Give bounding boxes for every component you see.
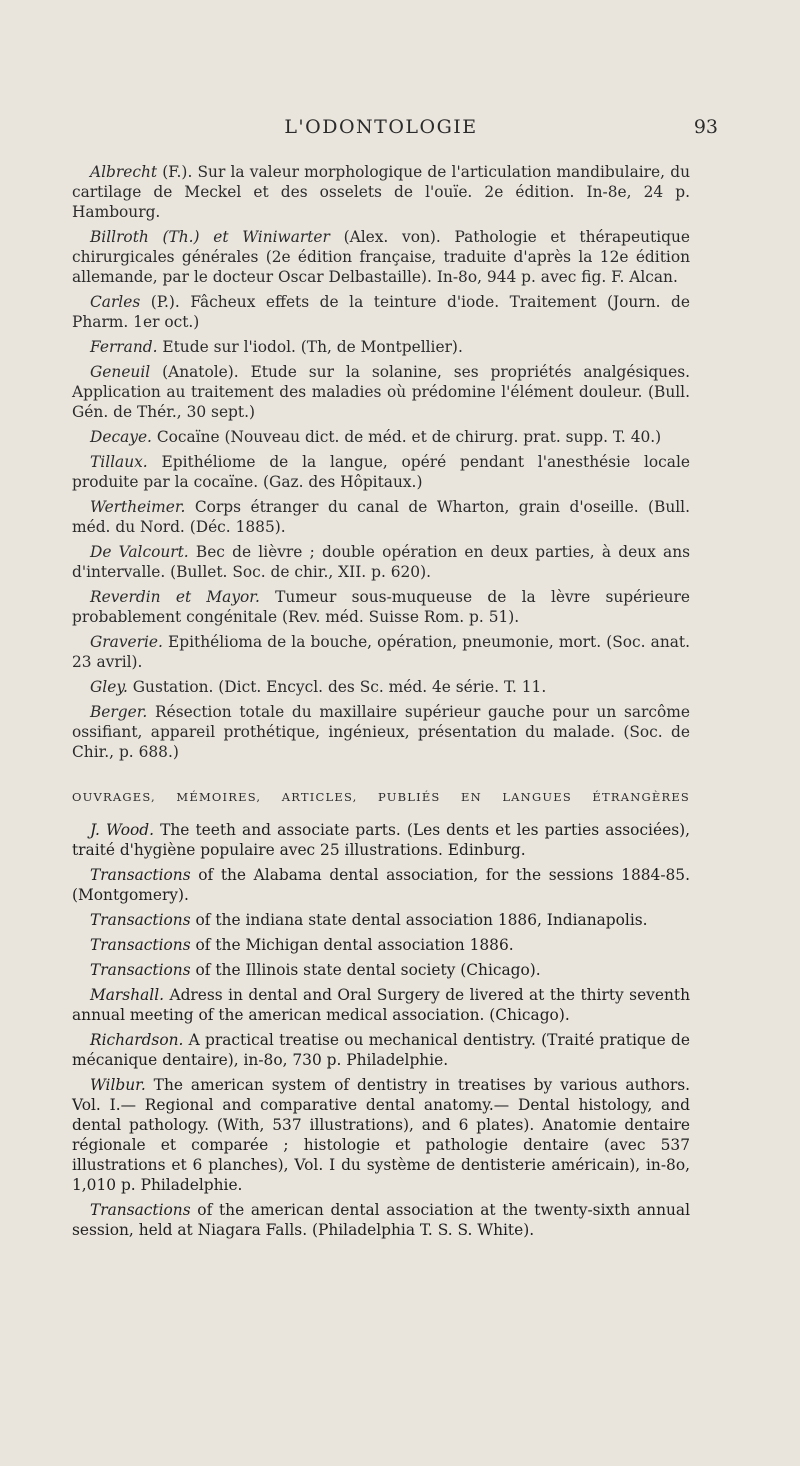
entry-text: Epithélioma de la bouche, opération, pneumonie, mort. (Soc. anat. 23 avril). — [72, 633, 690, 671]
entry-text: Gustation. (Dict. Encycl. des Sc. méd. 4e série. T. 11. — [127, 678, 547, 696]
bibliography-entry — [72, 820, 690, 860]
bibliography-entry — [72, 910, 690, 930]
bibliography-entry — [72, 985, 690, 1025]
entry-author: Transactions — [90, 866, 191, 884]
entry-text: Bec de lièvre ; double opération en deux parties, à deux ans d'intervalle. (Bullet. Soc. de chir., XII. p. 620). — [72, 543, 691, 581]
bibliography-entry — [72, 632, 690, 672]
entry-author: Transactions — [90, 936, 191, 954]
bibliography-entry — [72, 362, 690, 422]
entry-author: Geneuil — [90, 363, 151, 381]
page-header — [72, 116, 718, 156]
entry-text: Adress in dental and Oral Surgery de livered at the thirty seventh annual meeting of the american medical association. (Chicago). — [72, 986, 690, 1024]
entry-text: Etude sur l'iodol. (Th, de Montpellier). — [157, 338, 463, 356]
bibliography-entry — [72, 587, 690, 627]
french-bibliography — [72, 162, 690, 762]
entry-author: Tillaux. — [90, 453, 148, 471]
entry-text: Cocaïne (Nouveau dict. de méd. et de chirurg. prat. supp. T. 40.) — [151, 428, 662, 446]
entry-author: Marshall. — [90, 986, 165, 1004]
bibliography-entry — [72, 960, 690, 980]
bibliography-entry — [72, 162, 690, 222]
entry-text: of the american dental association at the twenty-sixth annual session, held at Niagara Falls. (Philadelphia T. S. S. White). — [72, 1201, 690, 1239]
bibliography-entry — [72, 702, 690, 762]
page-number: 93 — [693, 116, 718, 138]
entry-author: Transactions — [90, 1201, 191, 1219]
entry-author: J. Wood. — [90, 821, 155, 839]
bibliography-entry — [72, 677, 690, 697]
running-title: L'ODONTOLOGIE — [284, 116, 478, 138]
entry-text: of the Michigan dental association 1886. — [190, 936, 514, 954]
entry-text: of the Alabama dental association, for the sessions 1884-85. (Montgomery). — [72, 866, 690, 904]
bibliography-entry — [72, 1075, 690, 1195]
entry-author: Transactions — [90, 961, 191, 979]
bibliography-entry — [72, 227, 690, 287]
section-heading: OUVRAGES, MÉMOIRES, ARTICLES, PUBLIÉS EN LANGUES ÉTRANGÈRES — [72, 790, 690, 804]
bibliography-entry — [72, 1200, 690, 1240]
entry-author: De Valcourt. — [90, 543, 189, 561]
entry-author: Wertheimer. — [90, 498, 186, 516]
entry-text: of the indiana state dental association 1886, Indianapolis. — [190, 911, 648, 929]
entry-text: A practical treatise ou mechanical dentistry. (Traité pratique de mécanique dentaire), in-8o, 730 p. Philadelphie. — [72, 1031, 690, 1069]
entry-author: Wilbur. — [90, 1076, 146, 1094]
foreign-bibliography — [72, 820, 690, 1240]
entry-author: Ferrand. — [90, 338, 158, 356]
bibliography-entry — [72, 1030, 690, 1070]
bibliography-entry — [72, 542, 690, 582]
entry-author: Carles — [90, 293, 141, 311]
entry-author: Billroth (Th.) et Winiwarter — [90, 228, 330, 246]
entry-text: of the Illinois state dental society (Chicago). — [190, 961, 541, 979]
bibliography-entry — [72, 452, 690, 492]
entry-author: Richardson. — [90, 1031, 184, 1049]
bibliography-entry — [72, 337, 690, 357]
entry-author: Gley. — [90, 678, 128, 696]
entry-author: Albrecht — [90, 163, 158, 181]
entry-text: (Anatole). Etude sur la solanine, ses propriétés analgésiques. Application au traitement des maladies où prédomine l'élément douleur. (Bull. Gén. de Thér., 30 sept.) — [72, 363, 690, 421]
bibliography-entry — [72, 427, 690, 447]
entry-author: Decaye. — [90, 428, 152, 446]
entry-text: The american system of dentistry in treatises by various authors. Vol. I.— Regional and comparative dental anatomy.— Dental histology, and dental pathology. (With, 537 illustrations), and 6 plates). Anatomie dentaire régionale et comparée ; histologie et pathologie dentaire (avec 537 illustrations et 6 planches), Vol. I du système de dentisterie américain), in-8o, 1,010 p. Philadelphie. — [72, 1076, 690, 1194]
entry-text: Epithéliome de la langue, opéré pendant l'anesthésie locale produite par la cocaïne. (Gaz. des Hôpitaux.) — [72, 453, 690, 491]
entry-author: Transactions — [90, 911, 191, 929]
entry-text: Résection totale du maxillaire supérieur gauche pour un sarcôme ossifiant, appareil prothétique, ingénieux, présentation du malade. (Soc. de Chir., p. 688.) — [72, 703, 690, 761]
document-page — [0, 116, 800, 1466]
bibliography-entry — [72, 935, 690, 955]
entry-text: Tumeur sous-muqueuse de la lèvre supérieure probablement congénitale (Rev. méd. Suisse Rom. p. 51). — [72, 588, 691, 626]
entry-text: The teeth and associate parts. (Les dents et les parties associées), traité d'hygiène populaire avec 25 illustrations. Edinburg. — [72, 821, 690, 859]
entry-author: Berger. — [90, 703, 148, 721]
bibliography-entry — [72, 292, 690, 332]
entry-text: (F.). Sur la valeur morphologique de l'articulation mandibulaire, du cartilage de Meckel et des osselets de l'ouïe. 2e édition. In-8e, 24 p. Hambourg. — [72, 163, 690, 221]
entry-text: (Alex. von). Pathologie et thérapeutique chirurgicales générales (2e édition française, traduite d'après la 12e édition allemande, par le docteur Oscar Delbastaille). In-8o, 944 p. avec fig. F. Alcan. — [72, 228, 690, 286]
bibliography-entry — [72, 497, 690, 537]
bibliography-entry — [72, 865, 690, 905]
entry-author: Graverie. — [90, 633, 163, 651]
entry-author: Reverdin et Mayor. — [90, 588, 260, 606]
entry-text: (P.). Fâcheux effets de la teinture d'iode. Traitement (Journ. de Pharm. 1er oct.) — [72, 293, 690, 331]
entry-text: Corps étranger du canal de Wharton, grain d'oseille. (Bull. méd. du Nord. (Déc. 1885). — [72, 498, 690, 536]
